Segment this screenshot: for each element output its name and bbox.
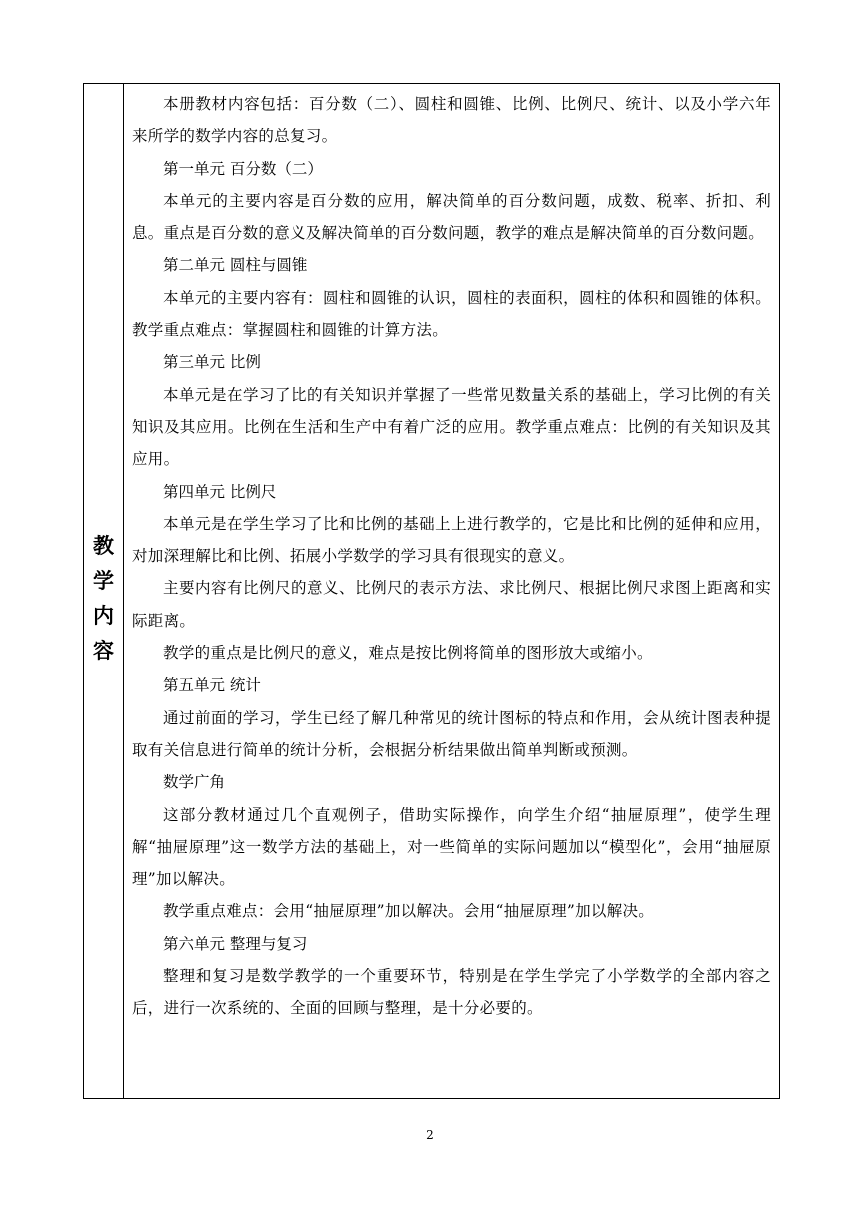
content-cell [124,84,779,1098]
lesson-content-table [83,83,780,1099]
unit-4-paragraph: 教学的重点是比例尺的意义，难点是按比例将简单的图形放大或缩小。 [163,644,653,663]
page-number: 2 [426,1128,434,1142]
math-corner-heading: 数学广角 [163,773,226,792]
unit-5-paragraph: 通过前面的学习，学生已经了解几种常见的统计图标的特点和作用，会从统计图表种提取有关信息进行简单的统计分析，会根据分析结果做出简单判断或预测。 [132,708,771,759]
math-corner-paragraph: 这部分教材通过几个直观例子，借助实际操作，向学生介绍“抽屉原理”，使学生理解“抽屉原理”这一数学方法的基础上，对一些简单的实际问题加以“模型化”，会用“抽屉原理”加以解决。 [132,805,771,889]
label-char: 容 [93,638,114,663]
math-corner-paragraph: 教学重点难点：会用“抽屉原理”加以解决。会用“抽屉原理”加以解决。 [163,902,655,921]
unit-1-heading: 第一单元 百分数（二） [163,159,323,178]
row-label [93,529,114,669]
unit-4-paragraph: 本单元是在学生学习了比和比例的基础上上进行教学的，它是比和比例的延伸和应用，对加深理解比和比例、拓展小学数学的学习具有很现实的意义。 [132,514,771,566]
unit-1-paragraph: 本单元的主要内容是百分数的应用，解决简单的百分数问题，成数、税率、折扣、利息。重点是百分数的意义及解决简单的百分数问题，教学的难点是解决简单的百分数问题。 [132,191,771,243]
unit-2-paragraph: 本单元的主要内容有：圆柱和圆锥的认识，圆柱的表面积，圆柱的体积和圆锥的体积。教学重点难点：掌握圆柱和圆锥的计算方法。 [132,288,771,340]
unit-4-heading: 第四单元 比例尺 [163,482,277,501]
unit-3-paragraph: 本单元是在学习了比的有关知识并掌握了一些常见数量关系的基础上，学习比例的有关知识及其应用。比例在生活和生产中有着广泛的应用。教学重点难点：比例的有关知识及其应用。 [132,385,771,469]
label-char: 内 [93,603,114,628]
label-char: 学 [93,568,114,593]
unit-5-heading: 第五单元 统计 [163,676,261,695]
unit-6-heading: 第六单元 整理与复习 [163,934,308,953]
row-label-cell [84,84,124,1098]
intro-paragraph: 本册教材内容包括：百分数（二）、圆柱和圆锥、比例、比例尺、统计、以及小学六年来所学的数学内容的总复习。 [132,95,771,146]
unit-2-heading: 第二单元 圆柱与圆锥 [163,256,308,275]
unit-4-paragraph: 主要内容有比例尺的意义、比例尺的表示方法、求比例尺、根据比例尺求图上距离和实际距离。 [132,579,771,630]
label-char: 教 [93,533,114,558]
unit-6-paragraph: 整理和复习是数学教学的一个重要环节，特别是在学生学完了小学数学的全部内容之后，进行一次系统的、全面的回顾与整理，是十分必要的。 [132,967,771,1018]
unit-3-heading: 第三单元 比例 [163,353,261,372]
